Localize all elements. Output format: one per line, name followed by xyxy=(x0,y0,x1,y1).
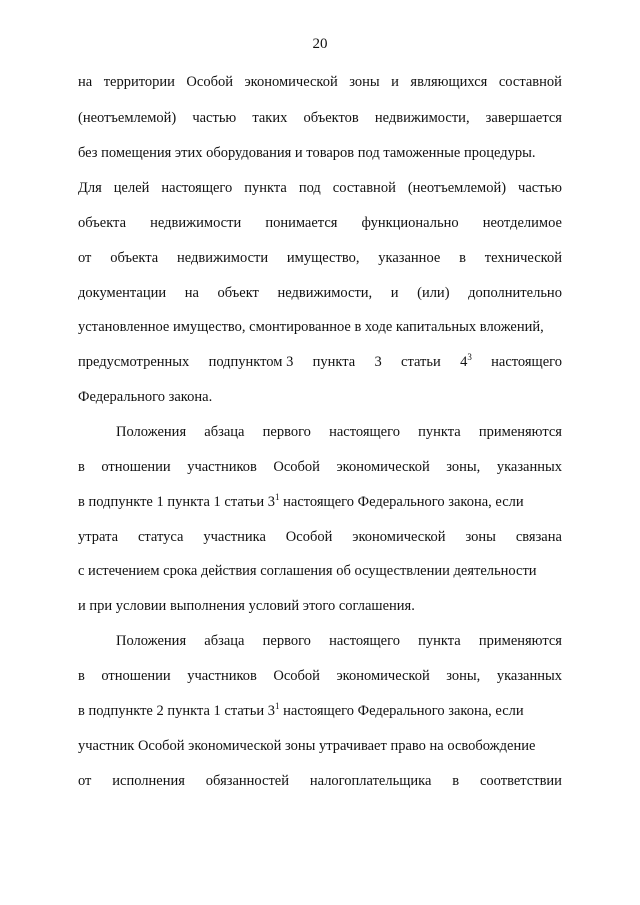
text-line xyxy=(78,527,562,547)
text-line xyxy=(78,457,562,477)
page-number: 20 xyxy=(312,36,328,52)
text-line xyxy=(78,178,562,198)
word: настоящего xyxy=(329,424,400,440)
word: пункта xyxy=(418,633,461,649)
word: абзаца xyxy=(204,633,245,649)
text-line xyxy=(78,352,562,372)
text-line xyxy=(78,701,562,721)
word: технической xyxy=(484,250,562,266)
word: объектов xyxy=(303,110,359,126)
article-reference xyxy=(460,352,472,372)
superscript: 1 xyxy=(275,492,280,502)
word: отношении xyxy=(101,459,171,475)
word: 4 xyxy=(460,354,468,370)
word: частью xyxy=(518,180,562,196)
word: статьи xyxy=(401,354,441,370)
word: составной xyxy=(332,180,396,196)
paragraph-first-line xyxy=(116,631,562,651)
word: таких xyxy=(252,110,288,126)
word: первого xyxy=(262,424,311,440)
word: недвижимости xyxy=(177,250,269,266)
word: зоны xyxy=(349,74,380,90)
word: 3 xyxy=(374,354,382,370)
text-line xyxy=(78,666,562,686)
word: в xyxy=(78,668,85,684)
word: соответствии xyxy=(480,773,562,789)
word: Положения xyxy=(116,633,187,649)
word: применяются xyxy=(478,424,562,440)
word: понимается xyxy=(265,215,338,231)
text-line xyxy=(78,108,562,128)
word: пункта xyxy=(312,354,356,370)
word: зоны, xyxy=(446,668,481,684)
word: функционально xyxy=(361,215,459,231)
word: от xyxy=(78,250,92,266)
word: подпунктом 3 xyxy=(208,354,294,370)
text-segment: в подпункте 2 пункта 1 статьи 3 xyxy=(78,703,276,719)
word: целей xyxy=(113,180,150,196)
word: Положения xyxy=(116,424,187,440)
word: объекта xyxy=(78,215,127,231)
text-line: Федерального закона. xyxy=(78,389,213,405)
word: и xyxy=(390,285,399,301)
word: зоны, xyxy=(446,459,481,475)
word: (или) xyxy=(417,285,450,301)
word: настоящего xyxy=(329,633,400,649)
word: участника xyxy=(203,529,266,545)
superscript: 1 xyxy=(275,701,280,711)
word: в xyxy=(452,773,460,789)
word: участников xyxy=(187,668,257,684)
word: являющихся xyxy=(410,74,488,90)
word: документации xyxy=(78,285,167,301)
text-line: участник Особой экономической зоны утрачивает право на освобождение xyxy=(78,738,536,754)
word: под xyxy=(298,180,321,196)
word: первого xyxy=(262,633,311,649)
word: в xyxy=(78,459,85,475)
word: указанное xyxy=(378,250,441,266)
word: экономической xyxy=(336,459,430,475)
text-line xyxy=(78,283,562,303)
text-line: и при условии выполнения условий этого соглашения. xyxy=(78,598,415,614)
word: настоящего xyxy=(161,180,233,196)
text-line xyxy=(78,248,562,268)
word: имущество, xyxy=(286,250,360,266)
word: исполнения xyxy=(112,773,185,789)
word: недвижимости, xyxy=(277,285,373,301)
word: связана xyxy=(515,529,562,545)
text-line: без помещения этих оборудования и товаров под таможенные процедуры. xyxy=(78,145,536,161)
word: пункта xyxy=(418,424,461,440)
word: Особой xyxy=(273,459,320,475)
word: пункта xyxy=(244,180,287,196)
word: утрата xyxy=(78,529,119,545)
word: (неотъемлемой) xyxy=(78,110,177,126)
word: отношении xyxy=(101,668,171,684)
word: недвижимости, xyxy=(374,110,470,126)
word: объекта xyxy=(110,250,159,266)
superscript: 3 xyxy=(467,352,472,362)
word: составной xyxy=(498,74,562,90)
text-line: с истечением срока действия соглашения об осуществлении деятельности xyxy=(78,563,537,579)
word: недвижимости xyxy=(150,215,242,231)
word: экономической xyxy=(244,74,338,90)
word: экономической xyxy=(336,668,430,684)
word: Особой xyxy=(285,529,333,545)
word: статуса xyxy=(137,529,184,545)
word: завершается xyxy=(485,110,562,126)
text-line xyxy=(78,213,562,233)
word: Особой xyxy=(186,74,233,90)
word: неотделимое xyxy=(482,215,562,231)
word: в xyxy=(459,250,466,266)
text-segment: настоящего Федерального закона, если xyxy=(279,703,524,719)
text-line xyxy=(78,492,562,512)
word: применяются xyxy=(478,633,562,649)
word: на xyxy=(184,285,199,301)
text-line xyxy=(78,771,562,791)
word: частью xyxy=(192,110,237,126)
word: обязанностей xyxy=(205,773,289,789)
word: настоящего xyxy=(491,354,562,370)
word: зоны xyxy=(465,529,496,545)
word: экономической xyxy=(352,529,446,545)
word: объект xyxy=(217,285,259,301)
word: на xyxy=(78,74,93,90)
word: участников xyxy=(187,459,257,475)
word: Особой xyxy=(273,668,320,684)
text-line: установленное имущество, смонтированное в ходе капитальных вложений, xyxy=(78,319,544,335)
word: дополнительно xyxy=(468,285,562,301)
word: абзаца xyxy=(204,424,245,440)
word: и xyxy=(391,74,399,90)
text-line xyxy=(78,72,562,92)
word: указанных xyxy=(496,459,562,475)
word: территории xyxy=(103,74,175,90)
word: налогоплательщика xyxy=(309,773,432,789)
word: (неотъемлемой) xyxy=(407,180,507,196)
word: от xyxy=(78,773,92,789)
text-segment: в подпункте 1 пункта 1 статьи 3 xyxy=(78,494,276,510)
word: указанных xyxy=(496,668,562,684)
word: Для xyxy=(78,180,102,196)
word: предусмотренных xyxy=(78,354,190,370)
text-segment: настоящего Федерального закона, если xyxy=(279,494,524,510)
paragraph-first-line xyxy=(116,422,562,442)
